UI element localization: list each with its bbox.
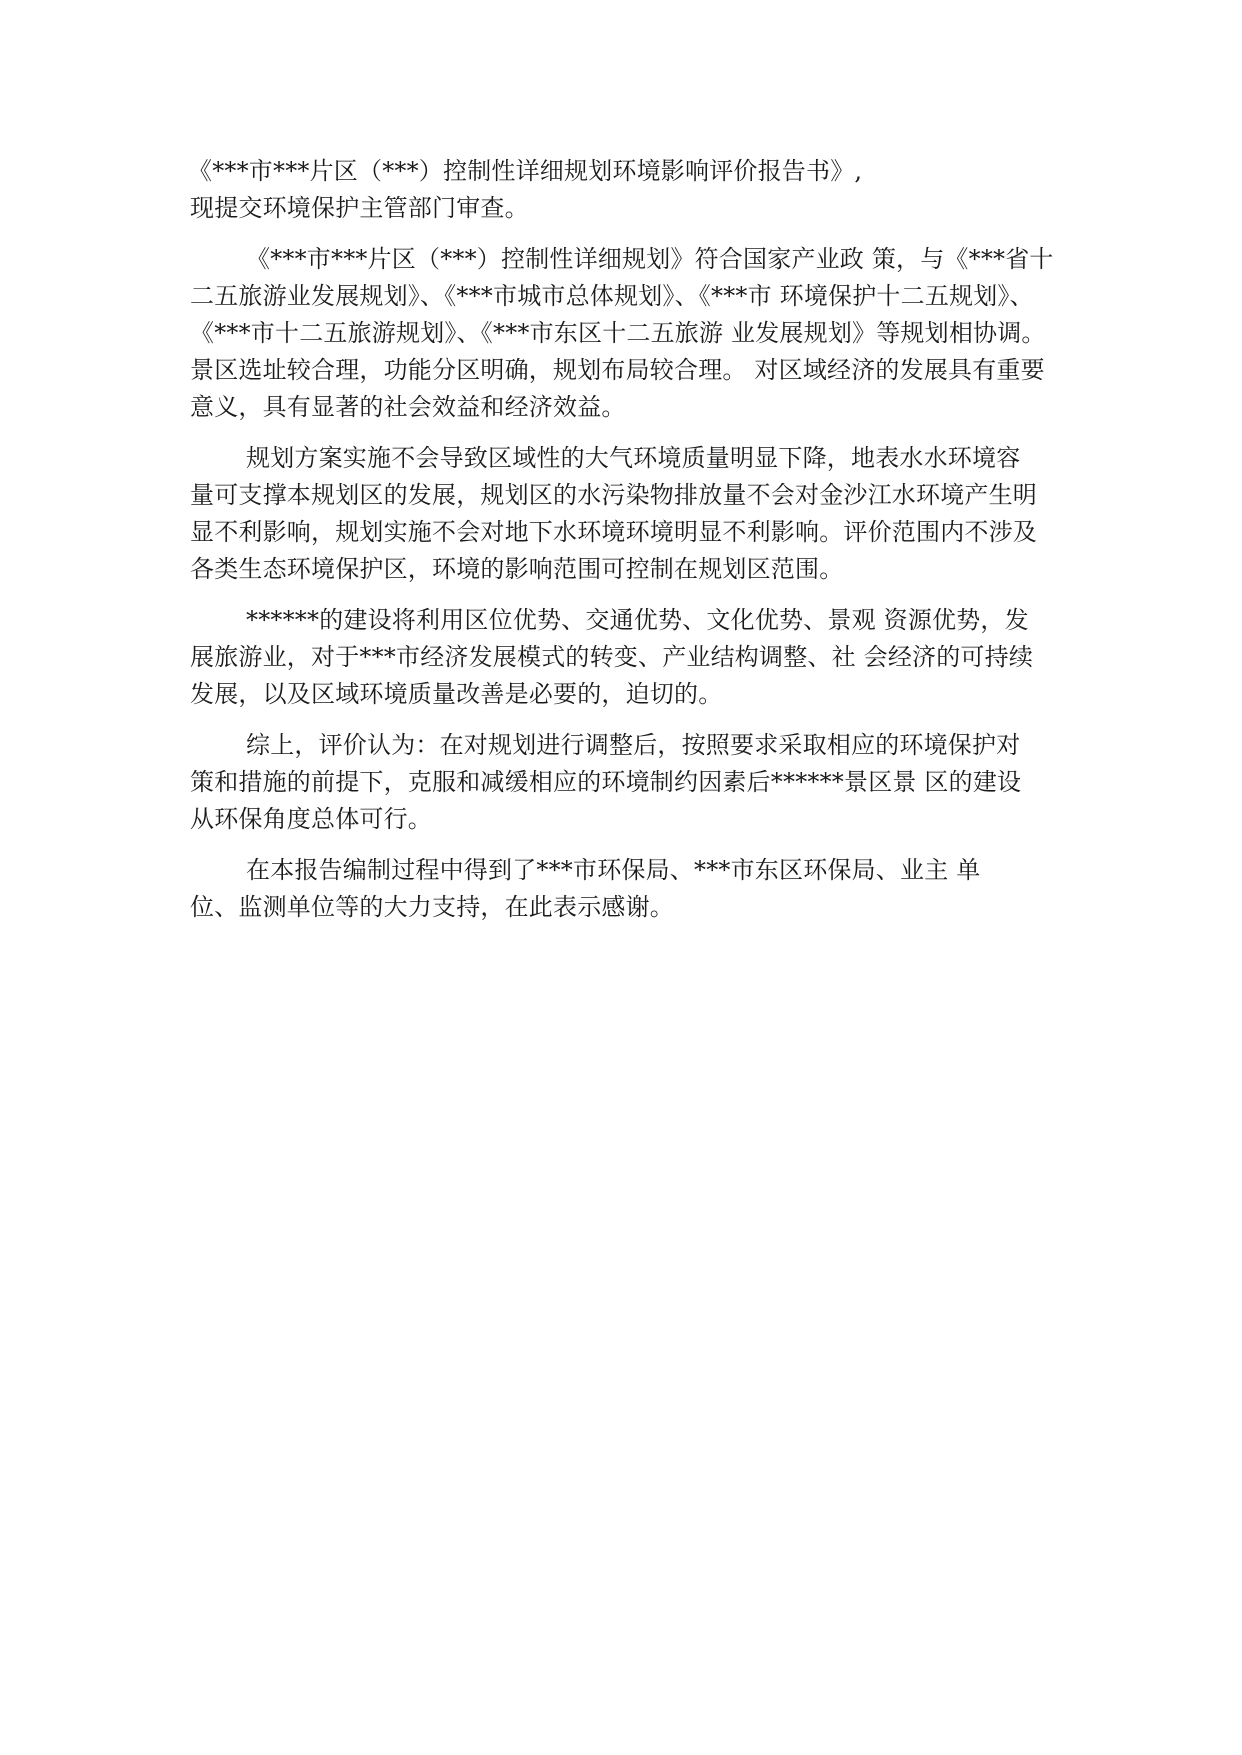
text-line: 《***市十二五旅游规划》、《***市东区十二五旅游 业发展规划》等规划相协调。 bbox=[190, 319, 1046, 347]
paragraph-conclusion bbox=[190, 727, 1070, 838]
text-line: 从环保角度总体可行。 bbox=[190, 805, 432, 833]
text-line: ******的建设将利用区位优势、交通优势、文化优势、景观 资源优势，发 bbox=[246, 606, 1029, 634]
text-line: 发展，以及区域环境质量改善是必要的，迫切的。 bbox=[190, 680, 723, 708]
text-line: 位、监测单位等的大力支持，在此表示感谢。 bbox=[190, 893, 674, 921]
intro-paragraph bbox=[190, 153, 1070, 227]
text-line: 现提交环境保护主管部门审查。 bbox=[190, 194, 529, 222]
text-line: 意义，具有显著的社会效益和经济效益。 bbox=[190, 393, 626, 421]
text-line: 展旅游业，对于***市经济发展模式的转变、产业结构调整、社 会经济的可持续 bbox=[190, 643, 1034, 671]
text-line: 景区选址较合理，功能分区明确，规划布局较合理。 对区域经济的发展具有重要 bbox=[190, 356, 1045, 384]
text-line: 二五旅游业发展规划》、《***市城市总体规划》、《***市 环境保护十二五规划》、 bbox=[190, 282, 1034, 310]
text-line: 《***市***片区（***）控制性详细规划》符合国家产业政 策，与《***省十 bbox=[246, 245, 1054, 273]
text-line: 在本报告编制过程中得到了***市环保局、***市东区环保局、业主 单 bbox=[246, 856, 981, 884]
text-line: 各类生态环境保护区，环境的影响范围可控制在规划区范围。 bbox=[190, 555, 844, 583]
text-line: 显不利影响，规划实施不会对地下水环境环境明显不利影响。评价范围内不涉及 bbox=[190, 518, 1037, 546]
paragraph-acknowledgement bbox=[190, 852, 1070, 926]
paragraph-development-benefits bbox=[190, 602, 1070, 713]
document-body bbox=[190, 153, 1070, 926]
text-line: 策和措施的前提下，克服和减缓相应的环境制约因素后******景区景 区的建设 bbox=[190, 768, 1022, 796]
text-line: 规划方案实施不会导致区域性的大气环境质量明显下降，地表水水环境容 bbox=[246, 444, 1021, 472]
text-line: 《***市***片区（***）控制性详细规划环境影响评价报告书》, bbox=[188, 157, 863, 185]
text-line: 综上，评价认为：在对规划进行调整后，按照要求采取相应的环境保护对 bbox=[246, 731, 1021, 759]
text-line: 量可支撑本规划区的发展，规划区的水污染物排放量不会对金沙江水环境产生明 bbox=[190, 481, 1037, 509]
paragraph-environmental-impact bbox=[190, 440, 1070, 588]
paragraph-planning-consistency bbox=[190, 241, 1070, 426]
